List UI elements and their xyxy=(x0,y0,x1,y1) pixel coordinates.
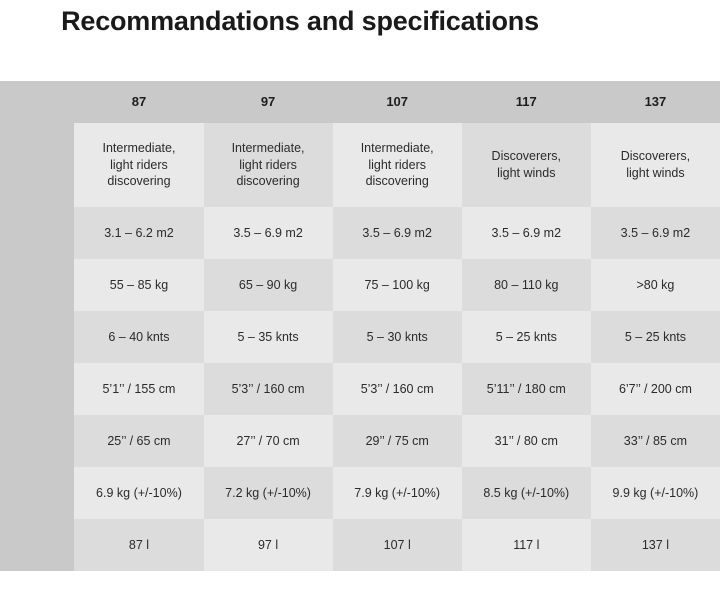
column-header-97: 97 xyxy=(204,81,333,123)
column-header-107: 107 xyxy=(333,81,462,123)
cell-volume-107: 107 l xyxy=(333,519,462,571)
cell-rider-level-97: Intermediate, light riders discovering xyxy=(204,123,333,207)
cell-volume-87: 87 l xyxy=(74,519,203,571)
cell-rider-level-137: Discoverers, light winds xyxy=(591,123,720,207)
table-row xyxy=(0,467,720,519)
cell-board-weight-137: 9.9 kg (+/-10%) xyxy=(591,467,720,519)
row-label xyxy=(0,259,74,311)
specifications-table xyxy=(0,81,720,571)
cell-board-weight-107: 7.9 kg (+/-10%) xyxy=(333,467,462,519)
cell-rider-weight-107: 75 – 100 kg xyxy=(333,259,462,311)
cell-rider-height-107: 5’3’’ / 160 cm xyxy=(333,363,462,415)
cell-width-137: 33’’ / 85 cm xyxy=(591,415,720,467)
specifications-table-container xyxy=(0,81,699,571)
cell-sail-size-97: 3.5 – 6.9 m2 xyxy=(204,207,333,259)
table-row xyxy=(0,123,720,207)
cell-wind-range-137: 5 – 25 knts xyxy=(591,311,720,363)
table-row xyxy=(0,207,720,259)
column-header-87: 87 xyxy=(74,81,203,123)
cell-board-weight-87: 6.9 kg (+/-10%) xyxy=(74,467,203,519)
cell-rider-level-87: Intermediate, light riders discovering xyxy=(74,123,203,207)
cell-rider-level-117: Discoverers, light winds xyxy=(462,123,591,207)
cell-wind-range-97: 5 – 35 knts xyxy=(204,311,333,363)
cell-rider-weight-87: 55 – 85 kg xyxy=(74,259,203,311)
table-row xyxy=(0,519,720,571)
row-label xyxy=(0,415,74,467)
row-label xyxy=(0,311,74,363)
cell-rider-height-117: 5’11’’ / 180 cm xyxy=(462,363,591,415)
cell-rider-level-107: Intermediate, light riders discovering xyxy=(333,123,462,207)
row-label xyxy=(0,363,74,415)
page-title: Recommandations and specifications xyxy=(61,6,539,36)
cell-wind-range-117: 5 – 25 knts xyxy=(462,311,591,363)
cell-width-117: 31’’ / 80 cm xyxy=(462,415,591,467)
cell-rider-height-87: 5’1’’ / 155 cm xyxy=(74,363,203,415)
row-label xyxy=(0,467,74,519)
column-header-137: 137 xyxy=(591,81,720,123)
row-label xyxy=(0,207,74,259)
table-row xyxy=(0,363,720,415)
cell-rider-weight-117: 80 – 110 kg xyxy=(462,259,591,311)
cell-board-weight-117: 8.5 kg (+/-10%) xyxy=(462,467,591,519)
table-row xyxy=(0,311,720,363)
cell-width-87: 25’’ / 65 cm xyxy=(74,415,203,467)
row-label xyxy=(0,519,74,571)
cell-volume-117: 117 l xyxy=(462,519,591,571)
table-corner-cell xyxy=(0,81,74,123)
cell-volume-137: 137 l xyxy=(591,519,720,571)
column-header-117: 117 xyxy=(462,81,591,123)
cell-rider-height-137: 6’7’’ / 200 cm xyxy=(591,363,720,415)
cell-sail-size-87: 3.1 – 6.2 m2 xyxy=(74,207,203,259)
table-row xyxy=(0,259,720,311)
cell-sail-size-117: 3.5 – 6.9 m2 xyxy=(462,207,591,259)
cell-rider-height-97: 5’3’’ / 160 cm xyxy=(204,363,333,415)
cell-width-97: 27’’ / 70 cm xyxy=(204,415,333,467)
cell-wind-range-87: 6 – 40 knts xyxy=(74,311,203,363)
cell-sail-size-107: 3.5 – 6.9 m2 xyxy=(333,207,462,259)
table-header-row xyxy=(0,81,720,123)
cell-wind-range-107: 5 – 30 knts xyxy=(333,311,462,363)
cell-board-weight-97: 7.2 kg (+/-10%) xyxy=(204,467,333,519)
cell-width-107: 29’’ / 75 cm xyxy=(333,415,462,467)
cell-volume-97: 97 l xyxy=(204,519,333,571)
row-label xyxy=(0,123,74,207)
cell-sail-size-137: 3.5 – 6.9 m2 xyxy=(591,207,720,259)
cell-rider-weight-97: 65 – 90 kg xyxy=(204,259,333,311)
table-row xyxy=(0,415,720,467)
cell-rider-weight-137: >80 kg xyxy=(591,259,720,311)
